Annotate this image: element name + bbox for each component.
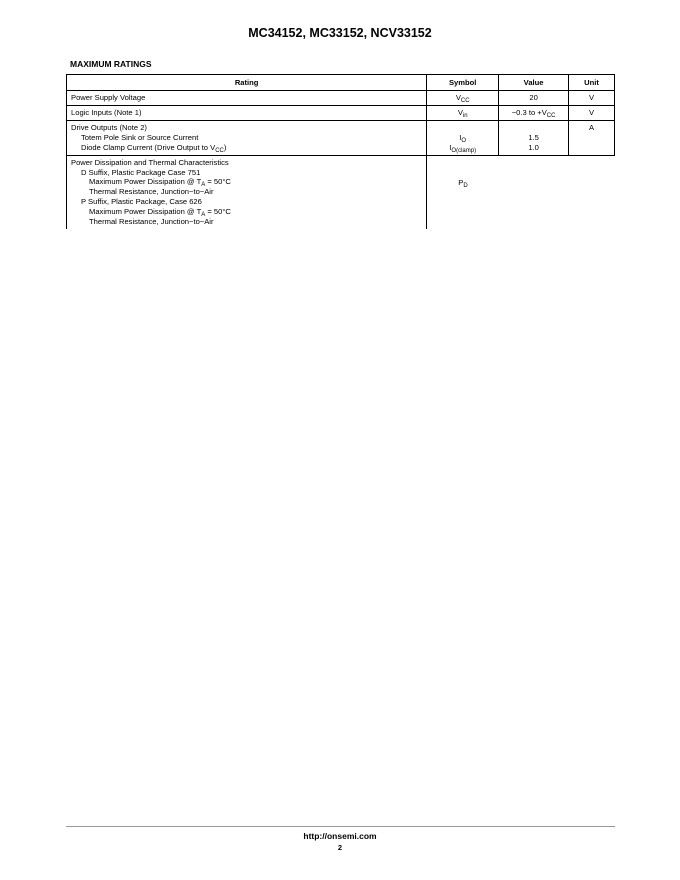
rating-subscript: CC (215, 147, 224, 154)
value-line: 1.5 (528, 133, 539, 142)
column-header-value: Value (499, 75, 569, 91)
table-row-power-supply (67, 91, 615, 106)
table-row-drive-outputs (67, 121, 615, 156)
rating-subline: Totem Pole Sink or Source Current (81, 132, 199, 142)
document-title: MC34152, MC33152, NCV33152 (248, 26, 432, 40)
unit-cell: V (569, 106, 615, 121)
value-subscript: CC (546, 113, 556, 119)
rating-subline-text: Maximum Power Dissipation @ T (89, 207, 202, 217)
symbol-subscript: O (461, 138, 467, 144)
symbol-subscript: O(clamp) (451, 147, 477, 154)
rating-subline (71, 143, 422, 153)
table-header-row (67, 75, 615, 91)
value-main: −0.3 to +V (511, 108, 547, 117)
rating-subline-end: = 50°C (205, 207, 231, 217)
column-header-unit: Unit (569, 75, 615, 91)
symbol-line (431, 143, 494, 153)
rating-subline: P Suffix, Plastic Package, Case 626 (81, 197, 202, 207)
unit-cell: V (569, 91, 615, 106)
rating-subline-text: Diode Clamp Current (Drive Output to V (81, 142, 216, 152)
rating-subscript: A (201, 212, 206, 219)
table-row-power-dissipation (67, 155, 615, 229)
column-header-symbol: Symbol (427, 75, 499, 91)
value-cell (499, 121, 569, 156)
rating-subline: D Suffix, Plastic Package Case 751 (81, 167, 201, 177)
table-row-logic-inputs (67, 106, 615, 121)
footer-url[interactable]: http://onsemi.com (303, 831, 377, 841)
symbol-main: P (458, 177, 464, 187)
rating-subline: Thermal Resistance, Junction−to−Air (89, 216, 214, 226)
rating-heading: Power Dissipation and Thermal Characteristics (71, 157, 229, 167)
maximum-ratings-table (66, 74, 615, 229)
unit-cell (569, 155, 615, 229)
rating-subscript: A (201, 182, 206, 189)
symbol-cell (427, 121, 499, 156)
value-cell (499, 106, 569, 121)
rating-subline: Thermal Resistance, Junction−to−Air (89, 187, 214, 197)
rating-subline-text: Maximum Power Dissipation @ T (89, 177, 202, 187)
symbol-cell (427, 106, 499, 121)
symbol-subscript: D (463, 182, 468, 189)
symbol-line (431, 178, 494, 188)
rating-cell: Logic Inputs (Note 1) (67, 106, 427, 121)
symbol-main: I (449, 142, 452, 152)
rating-subline-end: ) (223, 142, 227, 152)
rating-cell (67, 155, 427, 229)
value-line: 1.0 (528, 142, 539, 152)
symbol-main: I (459, 133, 462, 142)
value-cell (499, 155, 569, 229)
symbol-subscript: CC (460, 98, 470, 104)
value-cell: 20 (499, 91, 569, 106)
section-title: MAXIMUM RATINGS (70, 59, 152, 69)
rating-subline (71, 207, 422, 217)
unit-cell: A (569, 121, 615, 156)
rating-cell: Power Supply Voltage (67, 91, 427, 106)
rating-cell (67, 121, 427, 156)
symbol-subscript: in (462, 113, 468, 119)
symbol-main: V (457, 108, 463, 117)
symbol-main: V (455, 93, 461, 102)
page-number: 2 (337, 843, 343, 852)
symbol-cell (427, 155, 499, 229)
symbol-cell (427, 91, 499, 106)
footer-divider (66, 826, 615, 827)
rating-subline-end: = 50°C (205, 177, 231, 187)
symbol-line (431, 133, 494, 143)
column-header-rating: Rating (67, 75, 427, 91)
rating-heading: Drive Outputs (Note 2) (71, 123, 147, 132)
rating-subline (71, 177, 422, 187)
